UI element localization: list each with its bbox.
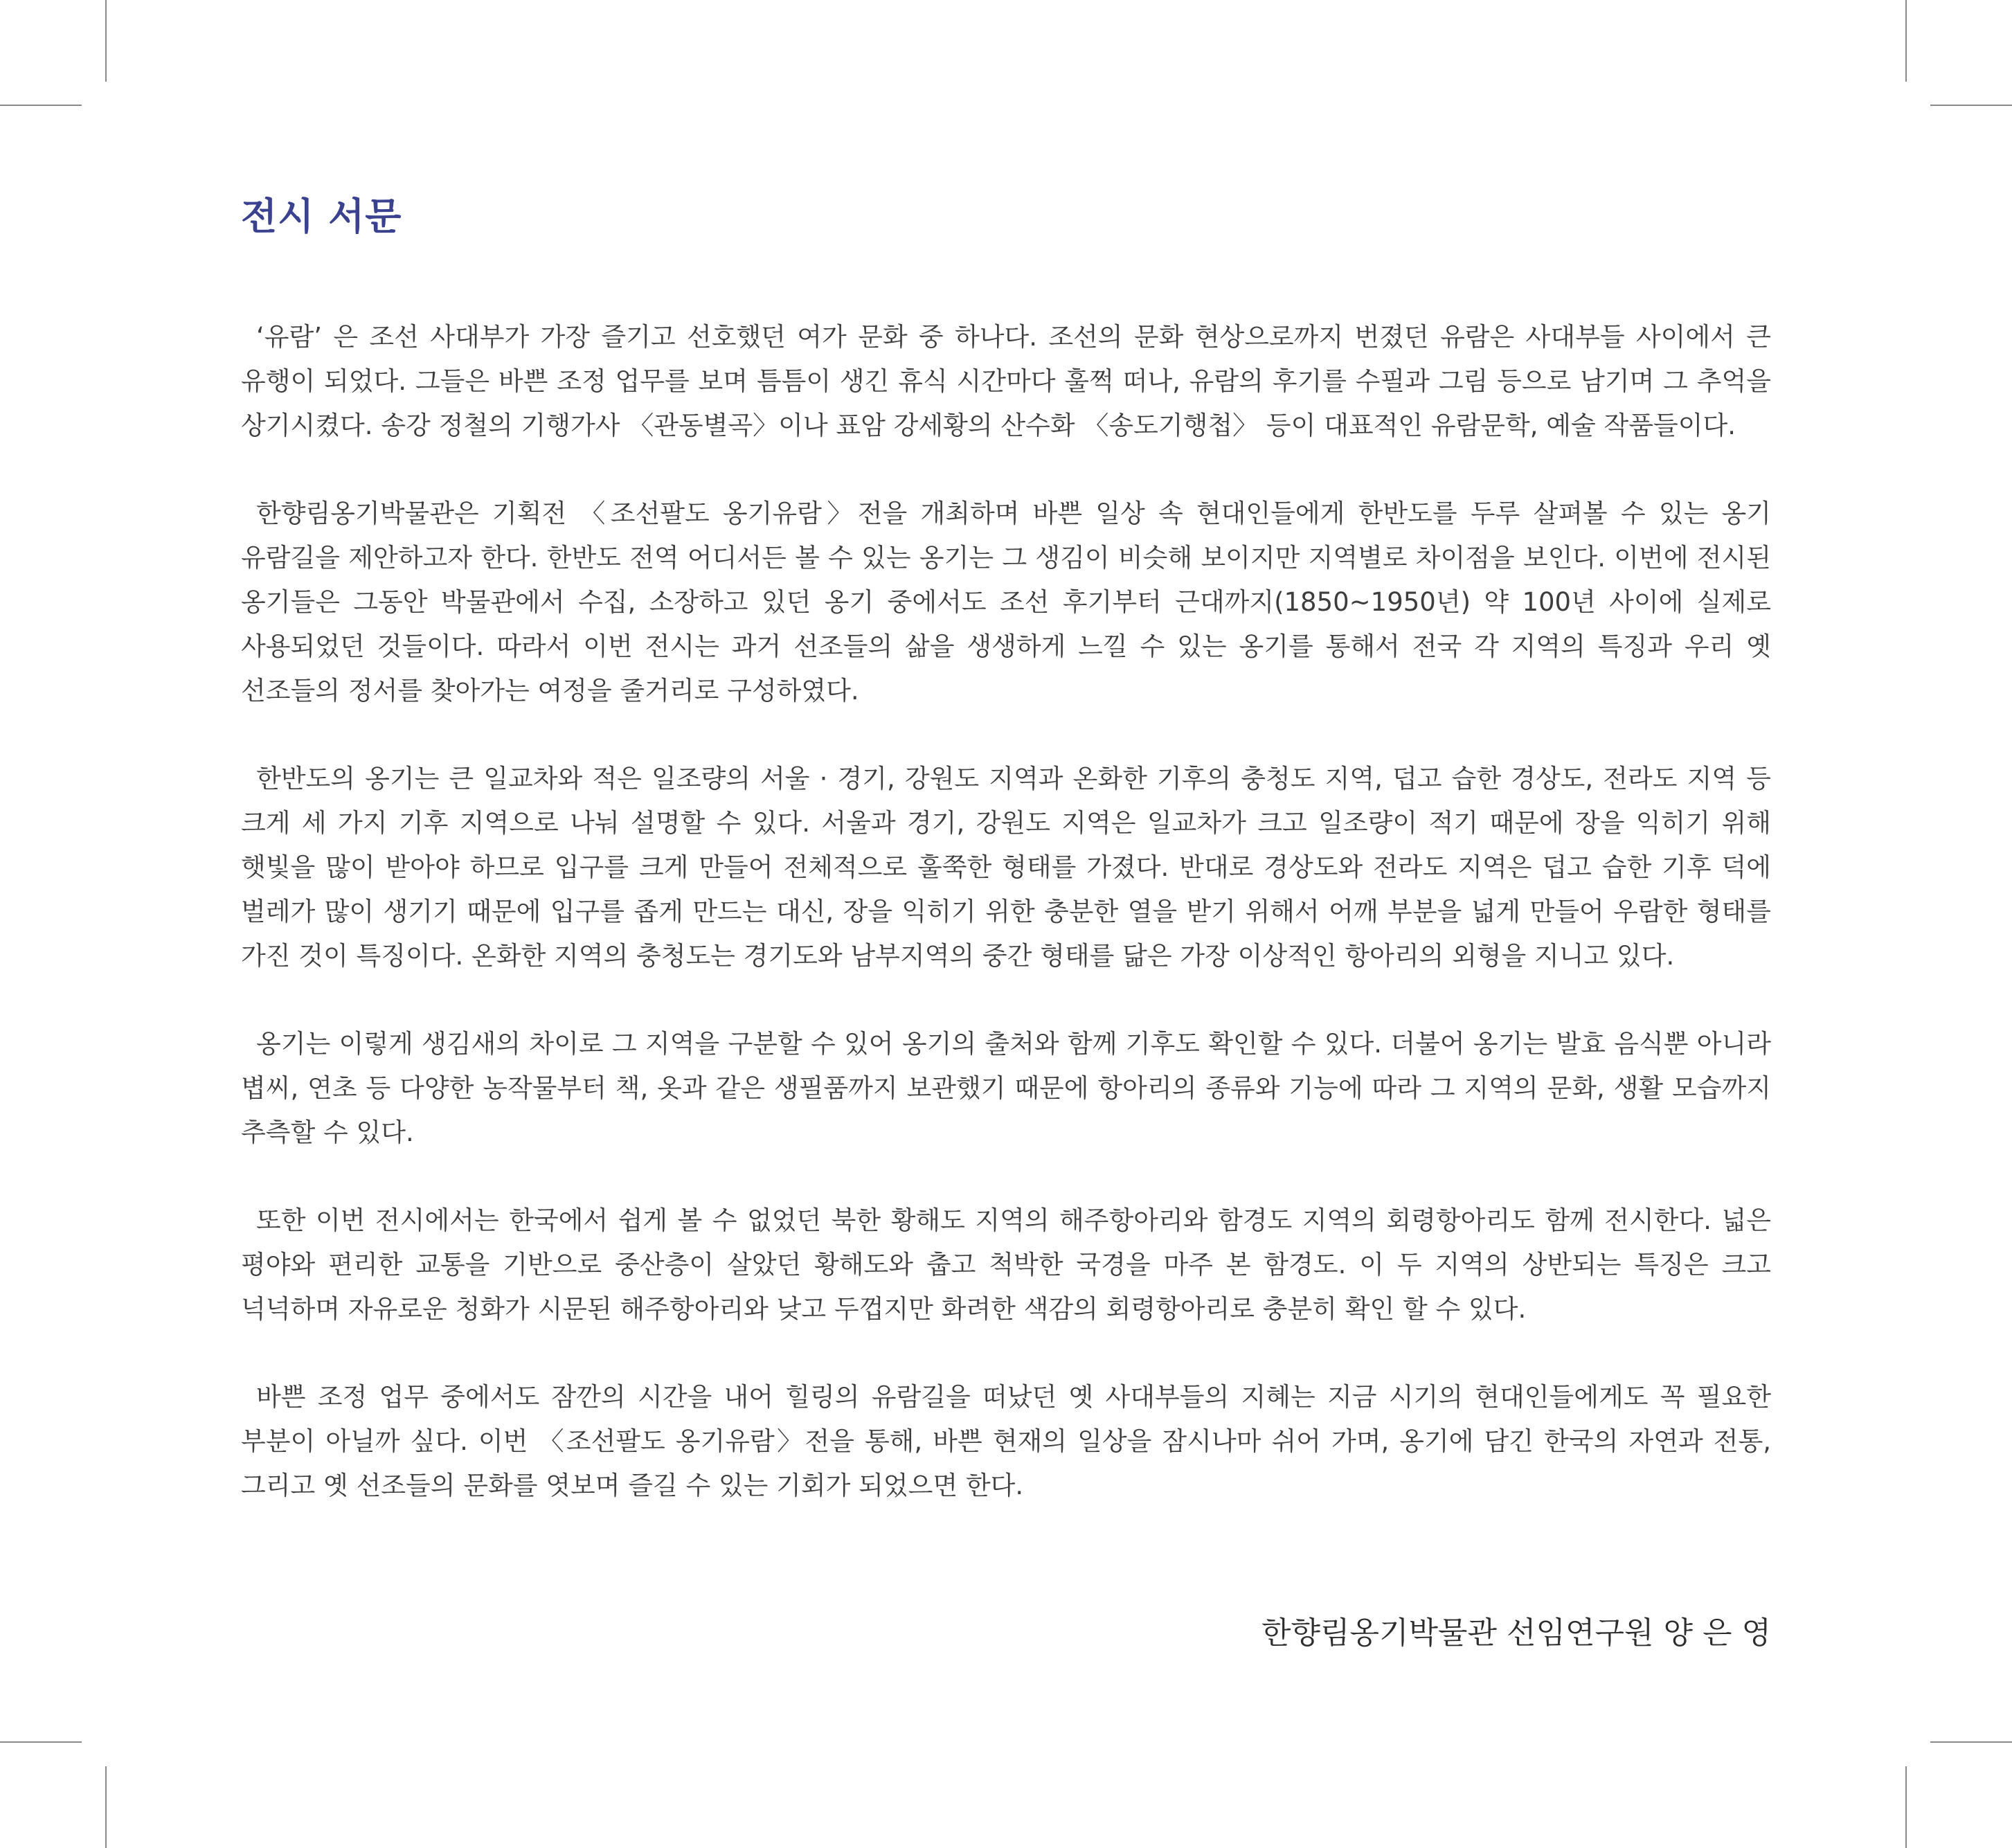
exhibition-preface-body: [241, 315, 1771, 1552]
crop-mark-top-right-horizontal: [1930, 105, 2012, 106]
crop-mark-top-left-horizontal: [0, 105, 82, 106]
paragraph: 바쁜 조정 업무 중에서도 잠깐의 시간을 내어 힐링의 유람길을 떠났던 옛 사대부들의 지혜는 지금 시기의 현대인들에게도 꼭 필요한 부분이 아닐까 싶다. 이번 〈조선팔도 옹기유람〉전을 통해, 바쁜 현재의 일상을 잠시나마 쉬어 가며, 옹기에 담긴 한국의 자연과 전통, 그리고 옛 선조들의 문화를 엿보며 즐길 수 있는 기회가 되었으면 한다.: [241, 1382, 1771, 1500]
page-title: 전시 서문: [241, 195, 402, 238]
paragraph: 한반도의 옹기는 큰 일교차와 적은 일조량의 서울 · 경기, 강원도 지역과 온화한 기후의 충청도 지역, 덥고 습한 경상도, 전라도 지역 등 크게 세 가지 기후 지역으로 나눠 설명할 수 있다. 서울과 경기, 강원도 지역은 일교차가 크고 일조량이 적기 때문에 장을 익히기 위해 햇빛을 많이 받아야 하므로 입구를 크게 만들어 전체적으로 훌쭉한 형태를 가졌다. 반대로 경상도와 전라도 지역은 덥고 습한 기후 덕에 벌레가 많이 생기기 때문에 입구를 좁게 만드는 대신, 장을 익히기 위한 충분한 열을 받기 위해서 어깨 부분을 넓게 만들어 우람한 형태를 가진 것이 특징이다. 온화한 지역의 충청도는 경기도와 남부지역의 중간 형태를 닮은 가장 이상적인 항아리의 외형을 지니고 있다.: [241, 764, 1771, 971]
paragraph: 한향림옹기박물관은 기획전 〈조선팔도 옹기유람〉전을 개최하며 바쁜 일상 속 현대인들에게 한반도를 두루 살펴볼 수 있는 옹기 유람길을 제안하고자 한다. 한반도 전역 어디서든 볼 수 있는 옹기는 그 생김이 비슷해 보이지만 지역별로 차이점을 보인다. 이번에 전시된 옹기들은 그동안 박물관에서 수집, 소장하고 있던 옹기 중에서도 조선 후기부터 근대까지(1850~1950년) 약 100년 사이에 실제로 사용되었던 것들이다. 따라서 이번 전시는 과거 선조들의 삶을 생생하게 느낄 수 있는 옹기를 통해서 전국 각 지역의 특징과 우리 옛 선조들의 정서를 찾아가는 여정을 줄거리로 구성하였다.: [241, 499, 1771, 706]
crop-mark-top-left-vertical: [105, 0, 107, 82]
crop-mark-bottom-left-horizontal: [0, 1741, 82, 1743]
paragraph: 또한 이번 전시에서는 한국에서 쉽게 볼 수 없었던 북한 황해도 지역의 해주항아리와 함경도 지역의 회령항아리도 함께 전시한다. 넓은 평야와 편리한 교통을 기반으로 중산층이 살았던 황해도와 춥고 척박한 국경을 마주 본 함경도. 이 두 지역의 상반되는 특징은 크고 넉넉하며 자유로운 청화가 시문된 해주항아리와 낮고 두껍지만 화려한 색감의 회령항아리로 충분히 확인 할 수 있다.: [241, 1205, 1771, 1324]
crop-mark-top-right-vertical: [1905, 0, 1907, 82]
paragraph: ‘유람’ 은 조선 사대부가 가장 즐기고 선호했던 여가 문화 중 하나다. 조선의 문화 현상으로까지 번졌던 유람은 사대부들 사이에서 큰 유행이 되었다. 그들은 바쁜 조정 업무를 보며 틈틈이 생긴 휴식 시간마다 훌쩍 떠나, 유람의 후기를 수필과 그림 등으로 남기며 그 추억을 상기시켰다. 송강 정철의 기행가사 〈관동별곡〉이나 표암 강세황의 산수화 〈송도기행첩〉 등이 대표적인 유람문학, 예술 작품들이다.: [241, 322, 1771, 440]
crop-mark-bottom-right-vertical: [1905, 1766, 1907, 1848]
crop-mark-bottom-right-horizontal: [1930, 1741, 2012, 1743]
author-signature: 한향림옹기박물관 선임연구원 양 은 영: [1261, 1615, 1771, 1651]
paragraph: 옹기는 이렇게 생김새의 차이로 그 지역을 구분할 수 있어 옹기의 출처와 함께 기후도 확인할 수 있다. 더불어 옹기는 발효 음식뿐 아니라 볍씨, 연초 등 다양한 농작물부터 책, 옷과 같은 생필품까지 보관했기 때문에 항아리의 종류와 기능에 따라 그 지역의 문화, 생활 모습까지 추측할 수 있다.: [241, 1029, 1771, 1147]
crop-mark-bottom-left-vertical: [105, 1766, 107, 1848]
